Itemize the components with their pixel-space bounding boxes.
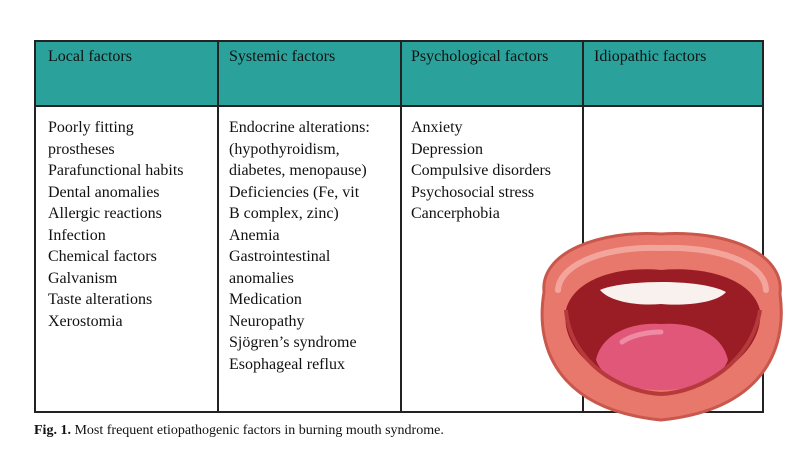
- header-local-factors: Local factors: [48, 48, 132, 65]
- column-psychological-factors: [411, 117, 551, 225]
- table-cell-line: prostheses: [48, 140, 115, 158]
- table-cell-line: diabetes, menopause): [229, 162, 367, 179]
- table-cell-line: Endocrine alterations:: [229, 119, 370, 136]
- table-cell-line: Xerostomia: [48, 312, 123, 330]
- table-cell-line: Allergic reactions: [48, 205, 162, 222]
- column-local-factors: [48, 117, 184, 332]
- caption-label: Fig. 1.: [34, 423, 71, 438]
- table-cell-line: (hypothyroidism,: [229, 140, 340, 158]
- caption-text: Most frequent etiopathogenic factors in burning mouth syndrome.: [70, 423, 444, 438]
- header-idiopathic-factors: Idiopathic factors: [594, 48, 707, 65]
- table-cell-line: Deficiencies (Fe, vit: [229, 183, 360, 201]
- figure-caption: [34, 423, 444, 439]
- table-cell-line: Gastrointestinal: [229, 248, 331, 265]
- table-cell-line: Psychosocial stress: [411, 183, 535, 201]
- table-cell-line: Taste alterations: [48, 291, 153, 308]
- header-psychological-factors: Psychological factors: [411, 48, 549, 65]
- table-cell-line: Chemical factors: [48, 248, 157, 265]
- table-cell-line: Dental anomalies: [48, 183, 160, 201]
- column-divider: [217, 42, 219, 411]
- table-cell-line: B complex, zinc): [229, 205, 339, 222]
- column-systemic-factors: [229, 117, 370, 375]
- table-cell-line: Poorly fitting: [48, 119, 134, 136]
- column-divider: [400, 42, 402, 411]
- table-cell-line: Depression: [411, 140, 483, 158]
- table-cell-line: anomalies: [229, 269, 294, 287]
- table-cell-line: Cancerphobia: [411, 205, 500, 222]
- table-cell-line: Anemia: [229, 226, 280, 244]
- table-cell-line: Galvanism: [48, 269, 118, 287]
- table-cell-line: Infection: [48, 226, 106, 244]
- header-systemic-factors: Systemic factors: [229, 48, 336, 65]
- table-cell-line: Neuropathy: [229, 312, 305, 330]
- table-cell-line: Esophageal reflux: [229, 355, 345, 373]
- table-cell-line: Sjögren’s syndrome: [229, 334, 357, 351]
- table-cell-line: Compulsive disorders: [411, 162, 551, 179]
- table-cell-line: Anxiety: [411, 119, 463, 136]
- table-cell-line: Parafunctional habits: [48, 162, 184, 179]
- open-mouth-icon: [530, 222, 792, 426]
- table-cell-line: Medication: [229, 291, 302, 308]
